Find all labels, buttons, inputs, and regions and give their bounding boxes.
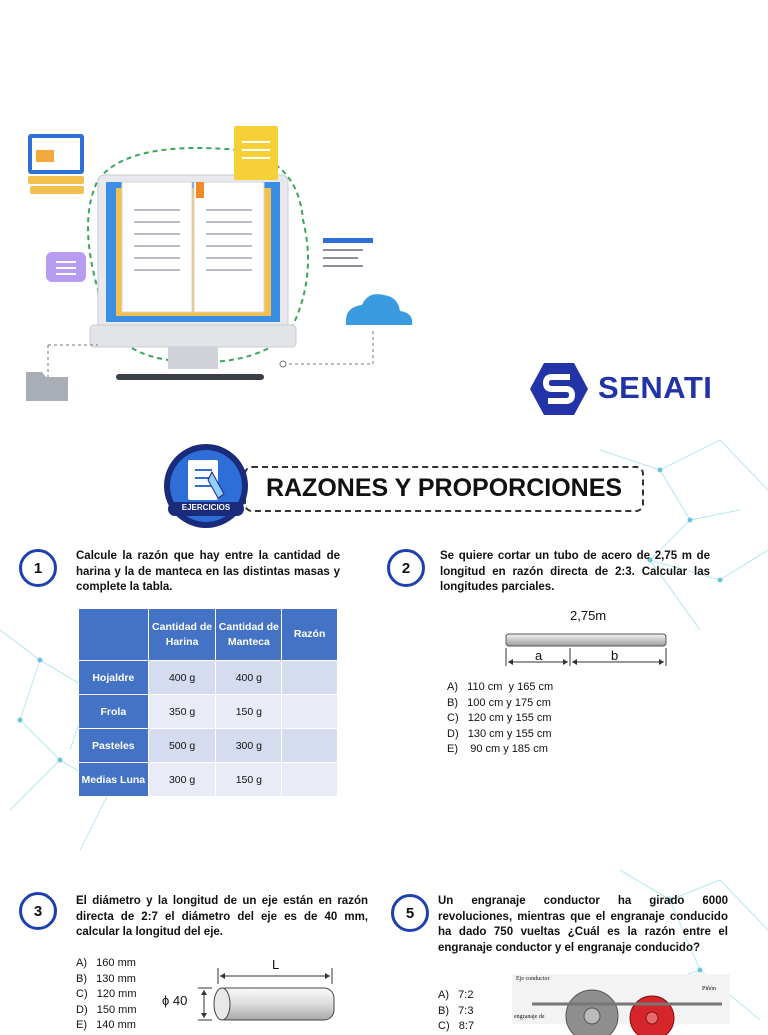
shaft-diagram (196, 966, 342, 1024)
driver-shaft-label: Eje conductor (516, 976, 550, 982)
table-cell-ratio (282, 763, 338, 797)
answer-option: A) 160 mm (76, 957, 136, 969)
table-header-flour: Cantidad de Harina (148, 609, 216, 661)
answer-option: B) 100 cm y 175 cm (447, 696, 551, 709)
answer-option: B) 130 mm (76, 972, 136, 985)
exercises-badge-label: EJERCICIOS (181, 503, 231, 512)
answer-option: E) 90 cm y 185 cm (447, 743, 548, 755)
answer-option: B) 7:3 (438, 1004, 474, 1017)
exercise-2-question: Se quiere cortar un tubo de acero de 2,75 m de longitud en razón directa de 2:3. Calcular las longitudes parciales. (440, 550, 710, 593)
table-header-empty (79, 609, 149, 661)
exercise-2-options (447, 680, 553, 758)
exercises-clipboard-icon (162, 442, 250, 530)
answer-option: D) 150 mm (76, 1003, 137, 1016)
senati-logo-icon (530, 363, 588, 415)
tube-length-label: 2,75m (570, 608, 607, 623)
table-cell-ratio (282, 661, 338, 695)
exercise-3-question: El diámetro y la longitud de un eje están en razón directa de 2:7 el diámetro del eje es de 40 mm, calcular la longitud del eje. (76, 895, 368, 938)
table-cell: 350 g (148, 695, 216, 729)
shaft-diameter-label: ϕ 40 (162, 993, 188, 1008)
answer-option: C) 120 cm y 155 cm (447, 712, 552, 724)
table-cell-ratio (282, 729, 338, 763)
table-row-label: Pasteles (79, 729, 149, 763)
exercise-number-1: 1 (19, 549, 57, 587)
answer-option: A) 110 cm y 165 cm (447, 681, 554, 693)
table-cell: 150 g (216, 695, 282, 729)
answer-option: C) 120 mm (76, 988, 137, 1000)
segment-b-label: b (611, 648, 619, 663)
table-header-ratio: Razón (282, 609, 338, 661)
answer-option: E) 140 mm (76, 1019, 136, 1031)
exercise-5-question: Un engranaje conductor ha girado 6000 revoluciones, mientras que el engranaje conducido ha dado 750 vueltas ¿Cuál es la razón entre el engranaje conductor y el engranaje conducido? (438, 895, 728, 954)
answer-option: A) 7:2 (438, 989, 474, 1001)
table-cell: 400 g (148, 661, 216, 695)
table-header-row (79, 609, 338, 661)
table-row (79, 763, 338, 797)
table-cell: 400 g (216, 661, 282, 695)
driven-gear-label: engranaje de (514, 1014, 545, 1020)
table-cell: 500 g (148, 729, 216, 763)
table-cell: 300 g (148, 763, 216, 797)
table-row-label: Hojaldre (79, 661, 149, 695)
exercise-number-3: 3 (19, 892, 57, 930)
exercise-number-2: 2 (387, 549, 425, 587)
table-row (79, 661, 338, 695)
table-row-label: Frola (79, 695, 149, 729)
answer-option: D) 130 cm y 155 cm (447, 727, 552, 740)
gears-figure (512, 974, 730, 1024)
table-row (79, 729, 338, 763)
shaft-length-label: L (272, 957, 280, 972)
exercise-number-5: 5 (391, 894, 429, 932)
table-header-butter: Cantidad de Manteca (216, 609, 282, 661)
table-cell: 300 g (216, 729, 282, 763)
answer-option: C) 8:7 (438, 1020, 475, 1032)
steel-tube-diagram (500, 626, 672, 670)
ratio-table (78, 608, 338, 797)
exercises-badge (162, 442, 250, 530)
table-cell-ratio (282, 695, 338, 729)
section-title: RAZONES Y PROPORCIONES (265, 474, 623, 502)
computer-book-illustration (18, 120, 408, 410)
exercise-3-options (76, 956, 137, 1034)
table-row (79, 695, 338, 729)
exercise-1-question: Calcule la razón que hay entre la cantidad de harina y la de manteca en las distintas masas y complete la tabla. (76, 550, 340, 593)
exercise-5-options (438, 988, 474, 1035)
segment-a-label: a (535, 648, 543, 663)
table-row-label: Medias Luna (79, 763, 149, 797)
senati-logo-text: SENATI (598, 370, 713, 405)
table-cell: 150 g (216, 763, 282, 797)
pinion-label: Piñón (702, 986, 717, 992)
